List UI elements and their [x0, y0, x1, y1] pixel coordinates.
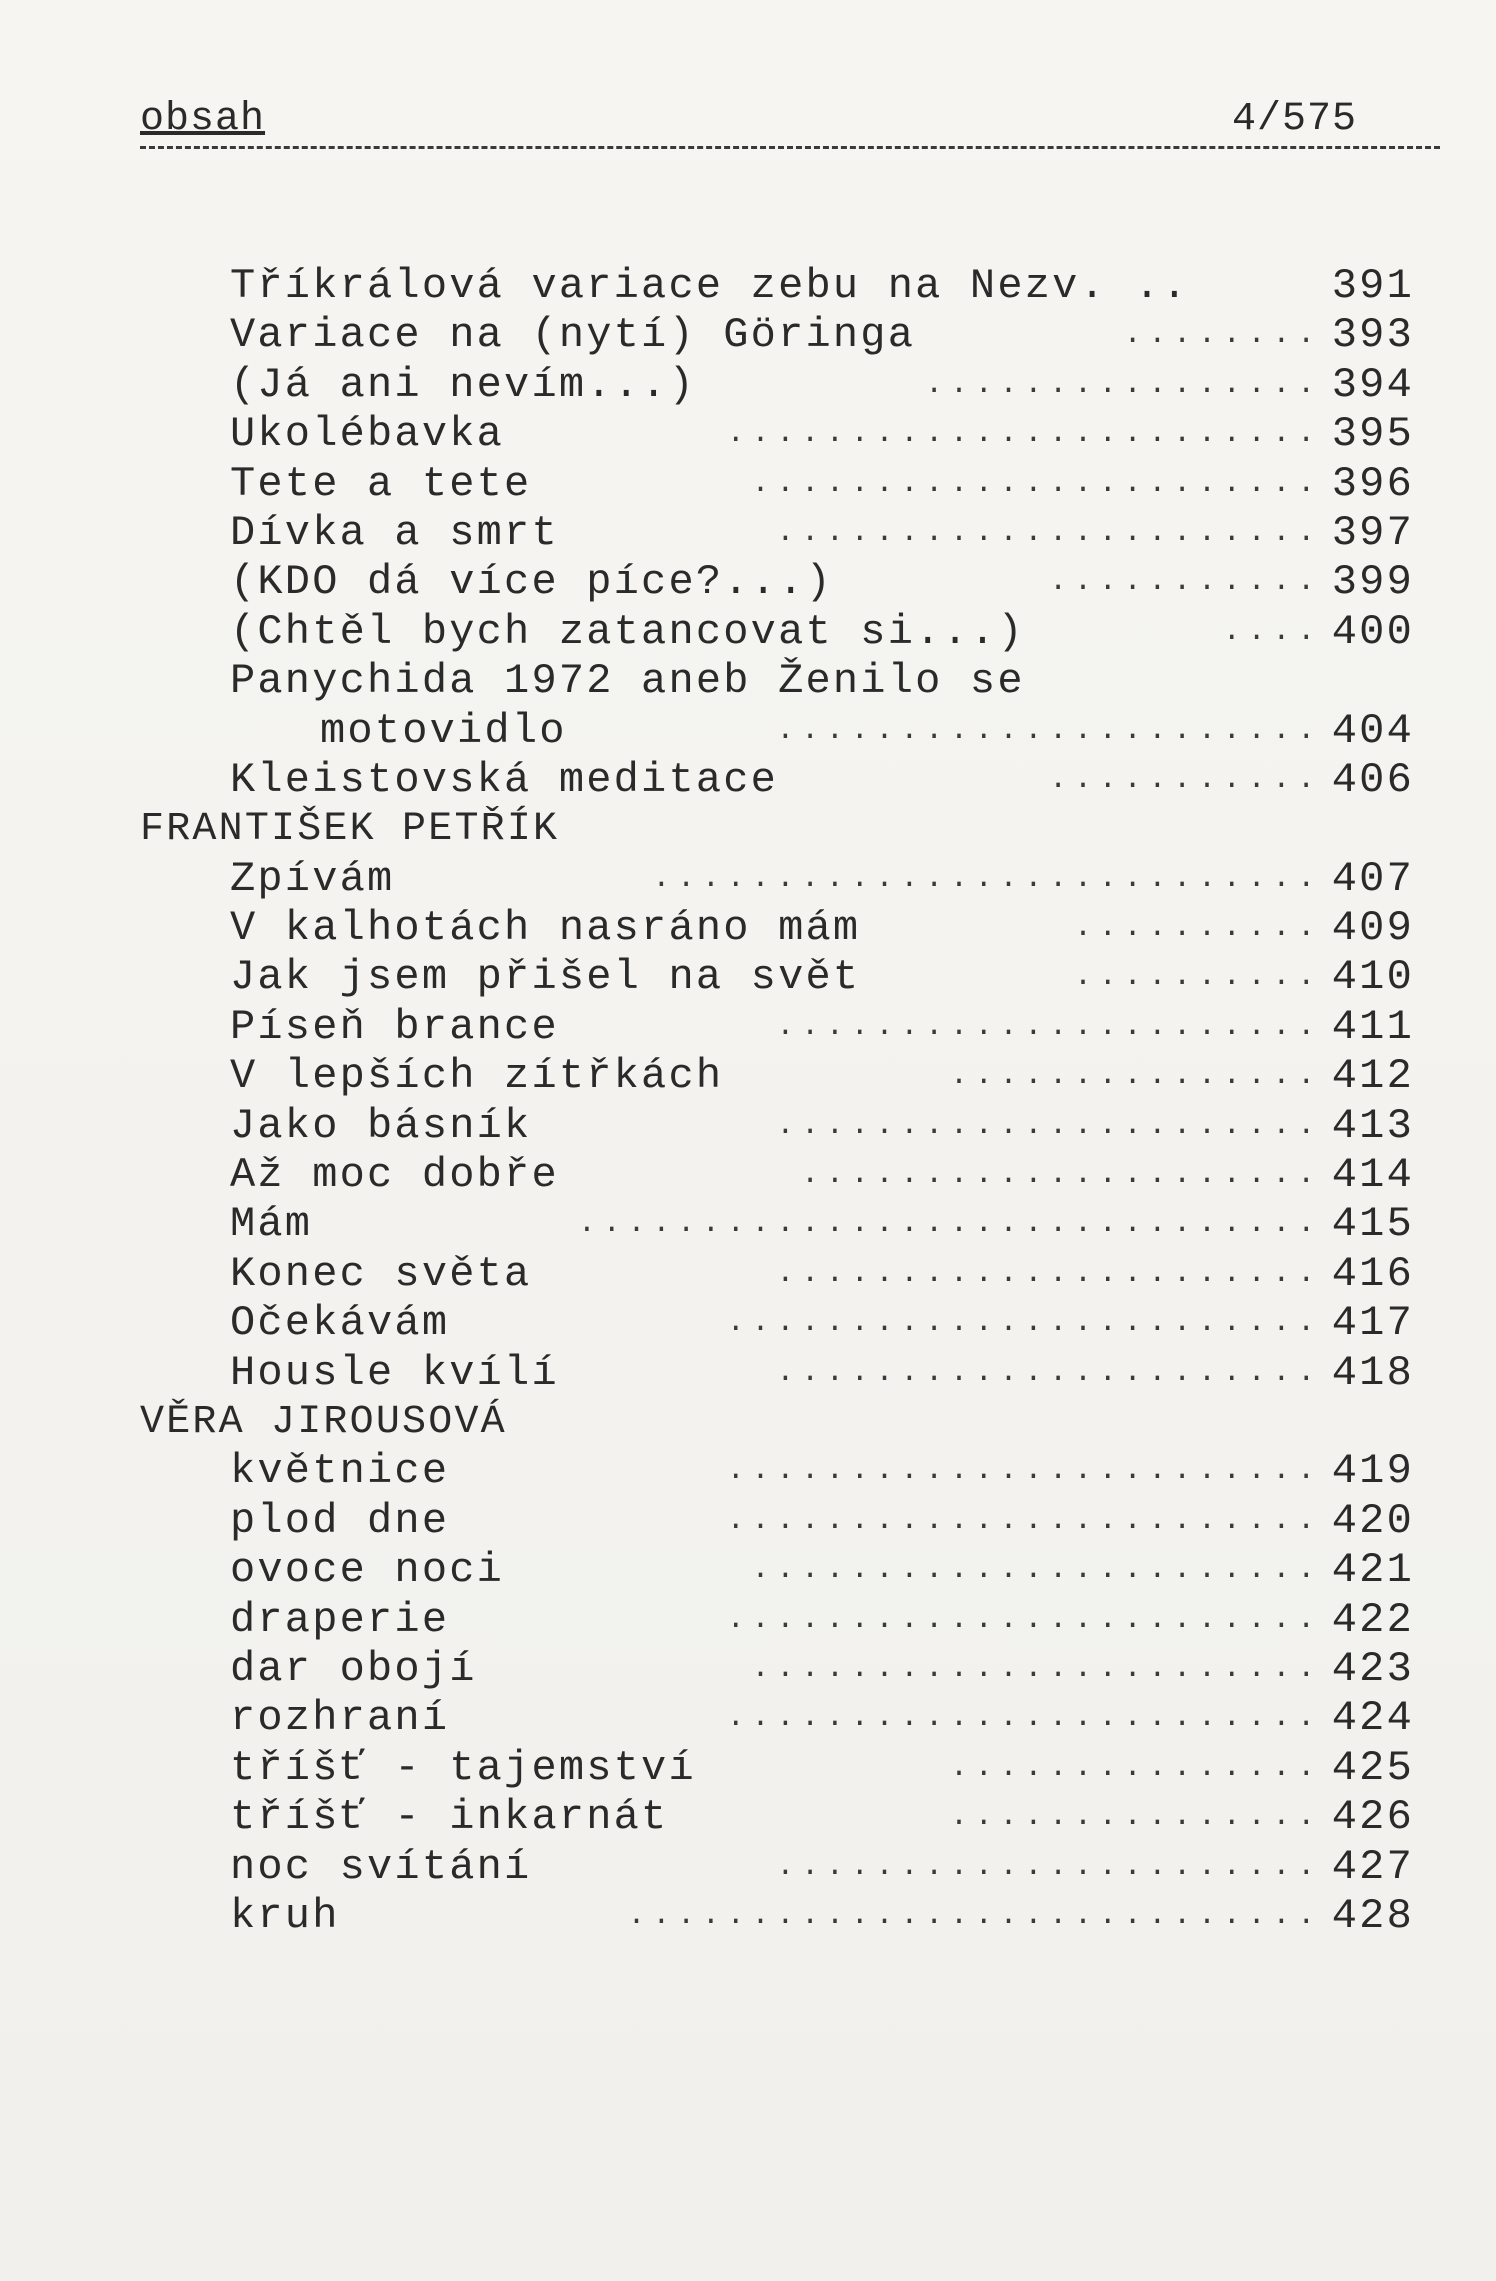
entry-page-number: 420 [1331, 1496, 1414, 1545]
entry-title: (Já ani nevím...) [230, 360, 696, 409]
dot-leader: ........ [1123, 318, 1322, 353]
entry-title: plod dne [230, 1496, 450, 1545]
toc-entry [140, 1546, 1440, 1595]
toc-entry [140, 855, 1440, 904]
toc-entry [140, 1052, 1440, 1101]
header-page-marker: 4/575 [1232, 97, 1358, 142]
toc-entry [140, 1349, 1440, 1398]
entry-title: Píseň brance [230, 1002, 559, 1051]
dot-leader: ...................... [776, 1009, 1322, 1044]
dot-leader: ...................... [776, 1108, 1322, 1143]
entry-page-number: 419 [1331, 1447, 1414, 1496]
entry-page-number: 399 [1331, 558, 1414, 607]
toc-entry [140, 1843, 1440, 1892]
entry-title: (Chtěl bych zatancovat si...) [230, 607, 1025, 656]
toc-entry [140, 1744, 1440, 1793]
toc-entry [140, 1299, 1440, 1348]
entry-title: Až moc dobře [230, 1151, 559, 1200]
dot-leader: ...................... [776, 1355, 1322, 1390]
toc-entry [140, 707, 1440, 756]
entry-title: Tete a tete [230, 459, 532, 508]
entry-title: Dívka a smrt [230, 508, 559, 557]
entry-title: V lepších zítřkách [230, 1052, 724, 1101]
entry-page-number: 396 [1331, 459, 1414, 508]
dot-leader: ...................... [776, 1849, 1322, 1884]
dot-leader: .......... [1073, 960, 1322, 995]
entry-title: V kalhotách nasráno mám [230, 904, 861, 953]
entry-page-number: 393 [1331, 311, 1414, 360]
toc-entry [140, 460, 1440, 509]
dot-leader: ........... [1049, 762, 1322, 797]
dot-leader: ........................ [726, 1701, 1322, 1736]
author-heading [140, 805, 1440, 854]
toc-entry [140, 410, 1440, 459]
entry-page-number: 415 [1331, 1200, 1414, 1249]
dot-leader: ....................... [751, 466, 1322, 501]
entry-page-number: 425 [1331, 1743, 1414, 1792]
page-header [140, 86, 1440, 149]
entry-title: Ukolébavka [230, 410, 505, 459]
entry-title: Kleistovská meditace [230, 755, 779, 804]
entry-page-number: 391 [1331, 262, 1414, 310]
entry-page-number: 409 [1331, 904, 1414, 953]
entry-page-number: 406 [1331, 755, 1414, 804]
toc-entry [140, 1694, 1440, 1743]
entry-title: Jak jsem přišel na svět [230, 953, 861, 1002]
dot-leader: .... [1222, 614, 1322, 649]
dot-leader: ............... [949, 1059, 1322, 1094]
entry-page-number: 397 [1331, 508, 1414, 557]
toc-entry [140, 953, 1440, 1002]
entry-title: Konec světa [230, 1249, 532, 1298]
dot-leader: ....................... [751, 1651, 1322, 1686]
dot-leader: ................ [925, 367, 1322, 402]
entry-title: ovoce noci [230, 1546, 505, 1595]
entry-title: Jako básník [230, 1101, 532, 1150]
toc-entry [140, 311, 1440, 360]
toc-entry [140, 1596, 1440, 1645]
toc-entry [140, 904, 1440, 953]
entry-title: Zpívám [230, 854, 395, 903]
entry-title: draperie [230, 1595, 450, 1644]
entry-page-number: 394 [1331, 360, 1414, 409]
toc-entry [140, 1102, 1440, 1151]
entry-page-number: 410 [1331, 953, 1414, 1002]
dot-leader: ...................... [776, 515, 1322, 550]
toc-entry [140, 1793, 1440, 1842]
entry-page-number: 423 [1331, 1644, 1414, 1693]
toc-entry [140, 657, 1440, 706]
toc-entry [140, 1892, 1440, 1941]
entry-page-number: 414 [1331, 1151, 1414, 1200]
toc-entry [140, 1447, 1440, 1496]
toc-entry [140, 1645, 1440, 1694]
entry-title: Variace na (nytí) Göringa [230, 311, 916, 360]
dot-leader: .............................. [577, 1207, 1322, 1242]
entry-page-number: 416 [1331, 1249, 1414, 1298]
dot-leader: ........................ [726, 417, 1322, 452]
entry-page-number: 407 [1331, 854, 1414, 903]
entry-title: kruh [230, 1891, 340, 1940]
entry-page-number: 418 [1331, 1348, 1414, 1397]
entry-title: Housle kvílí [230, 1348, 559, 1397]
dot-leader: ....................... [751, 1553, 1322, 1588]
dot-leader: ...................... [776, 713, 1322, 748]
toc-entry [140, 1200, 1440, 1249]
author-name: VĚRA JIROUSOVÁ [140, 1399, 507, 1445]
entry-page-number: 422 [1331, 1595, 1414, 1644]
entry-page-number: 428 [1331, 1891, 1414, 1940]
entry-title: (KDO dá více píce?...) [230, 558, 833, 607]
dot-leader: .......... [1073, 911, 1322, 946]
entry-page-number: 427 [1331, 1842, 1414, 1891]
table-of-contents [140, 262, 1440, 1941]
header-section-label: obsah [140, 97, 266, 142]
dot-leader: ........................ [726, 1454, 1322, 1489]
dot-leader: ............... [949, 1750, 1322, 1785]
author-heading [140, 1398, 1440, 1447]
entry-title: Mám [230, 1200, 313, 1249]
entry-page-number: 417 [1331, 1299, 1414, 1348]
dot-leader: ............... [949, 1800, 1322, 1835]
toc-entry [140, 361, 1440, 410]
toc-entry [140, 1497, 1440, 1546]
dot-leader: ........................ [726, 1306, 1322, 1341]
entry-title: tříšť - tajemství [230, 1743, 696, 1792]
toc-entry [140, 509, 1440, 558]
entry-title: tříšť - inkarnát [230, 1793, 669, 1842]
dot-leader: ........................ [726, 1602, 1322, 1637]
dot-leader: ........................... [652, 861, 1322, 896]
toc-entry [140, 262, 1440, 311]
entry-page-number: 413 [1331, 1101, 1414, 1150]
toc-entry [140, 558, 1440, 607]
dot-leader: ............................ [627, 1898, 1322, 1933]
dot-leader: ........................ [726, 1503, 1322, 1538]
dot-leader: ........... [1049, 565, 1322, 600]
entry-page-number: 404 [1331, 706, 1414, 755]
entry-page-number: 424 [1331, 1694, 1414, 1743]
entry-title: dar obojí [230, 1644, 477, 1693]
entry-title: noc svítání [230, 1842, 532, 1891]
toc-entry [140, 1003, 1440, 1052]
entry-page-number: 400 [1331, 607, 1414, 656]
author-name: FRANTIŠEK PETŘÍK [140, 807, 560, 853]
entry-page-number: 426 [1331, 1793, 1414, 1842]
toc-entry [140, 608, 1440, 657]
entry-page-number: 421 [1331, 1546, 1414, 1595]
toc-entry [140, 1250, 1440, 1299]
dot-leader: ..................... [801, 1158, 1322, 1193]
entry-title: rozhraní [230, 1694, 450, 1743]
entry-title: květnice [230, 1447, 450, 1496]
entry-page-number: 395 [1331, 410, 1414, 459]
entry-title: Očekávám [230, 1299, 450, 1348]
entry-page-number: 411 [1331, 1002, 1414, 1051]
dot-leader: ...................... [776, 1256, 1322, 1291]
entry-page-number: 412 [1331, 1052, 1414, 1101]
entry-title: Tříkrálová variace zebu na Nezv. .. [230, 262, 1190, 310]
toc-entry [140, 756, 1440, 805]
entry-title: Panychida 1972 aneb Ženilo se [230, 657, 1025, 706]
toc-entry [140, 1151, 1440, 1200]
entry-title: motovidlo [320, 706, 567, 755]
